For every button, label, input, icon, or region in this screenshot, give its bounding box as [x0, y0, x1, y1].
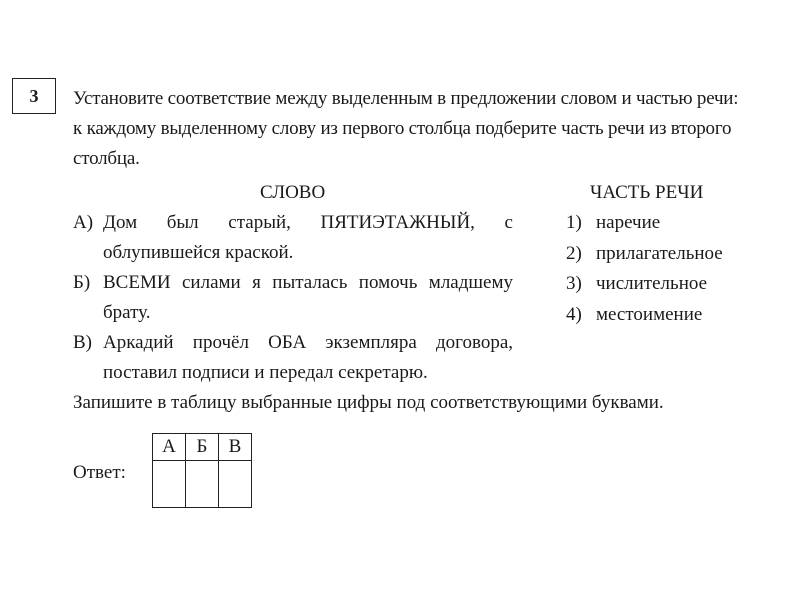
- answer-input-row: [153, 461, 252, 508]
- answer-header-v: В: [219, 434, 252, 461]
- word-sentence: ВСЕМИ силами я пыталась помочь младшему брату.: [103, 272, 513, 323]
- word-item-v: [73, 328, 513, 388]
- pos-item-1: [566, 208, 766, 239]
- word-letter: В): [73, 332, 92, 353]
- right-column-header: ЧАСТЬ РЕЧИ: [590, 182, 704, 203]
- words-column: [73, 208, 513, 388]
- word-sentence: Дом был старый, ПЯТИЭТАЖНЫЙ, с облупившейся краской.: [103, 212, 513, 263]
- answer-cell-b[interactable]: [186, 461, 219, 508]
- task-number: 3: [29, 85, 39, 106]
- pos-number: 4): [566, 303, 582, 325]
- word-item-a: [73, 208, 513, 268]
- answer-header-a: А: [153, 434, 186, 461]
- word-letter: Б): [73, 272, 91, 293]
- answer-header-b: Б: [186, 434, 219, 461]
- instruction-text: Запишите в таблицу выбранные цифры под соответствующими буквами.: [73, 392, 664, 413]
- pos-item-2: [566, 239, 766, 270]
- pos-number: 2): [566, 242, 582, 264]
- pos-label: местоимение: [596, 303, 703, 325]
- answer-header-row: [153, 434, 252, 461]
- parts-of-speech-column: [566, 208, 766, 330]
- task-text: Установите соответствие между выделенным в предложении словом и частью речи: к каждому выделенному слову из первого столбца подберите часть речи из второго столбца.: [73, 88, 739, 169]
- pos-item-3: [566, 269, 766, 300]
- left-column-header: СЛОВО: [260, 182, 326, 203]
- pos-label: прилагательное: [596, 242, 723, 264]
- word-sentence: Аркадий прочёл ОБА экземпляра договора, поставил подписи и передал секретарю.: [103, 332, 513, 383]
- pos-label: наречие: [596, 212, 661, 233]
- answer-table: [152, 433, 252, 508]
- answer-cell-v[interactable]: [219, 461, 252, 508]
- pos-number: 1): [566, 212, 582, 233]
- answer-label: Ответ:: [73, 462, 126, 483]
- task-number-box: [12, 78, 56, 114]
- word-item-b: [73, 268, 513, 328]
- pos-item-4: [566, 300, 766, 331]
- word-letter: А): [73, 212, 94, 233]
- pos-number: 3): [566, 273, 582, 294]
- pos-label: числительное: [596, 273, 708, 294]
- answer-cell-a[interactable]: [153, 461, 186, 508]
